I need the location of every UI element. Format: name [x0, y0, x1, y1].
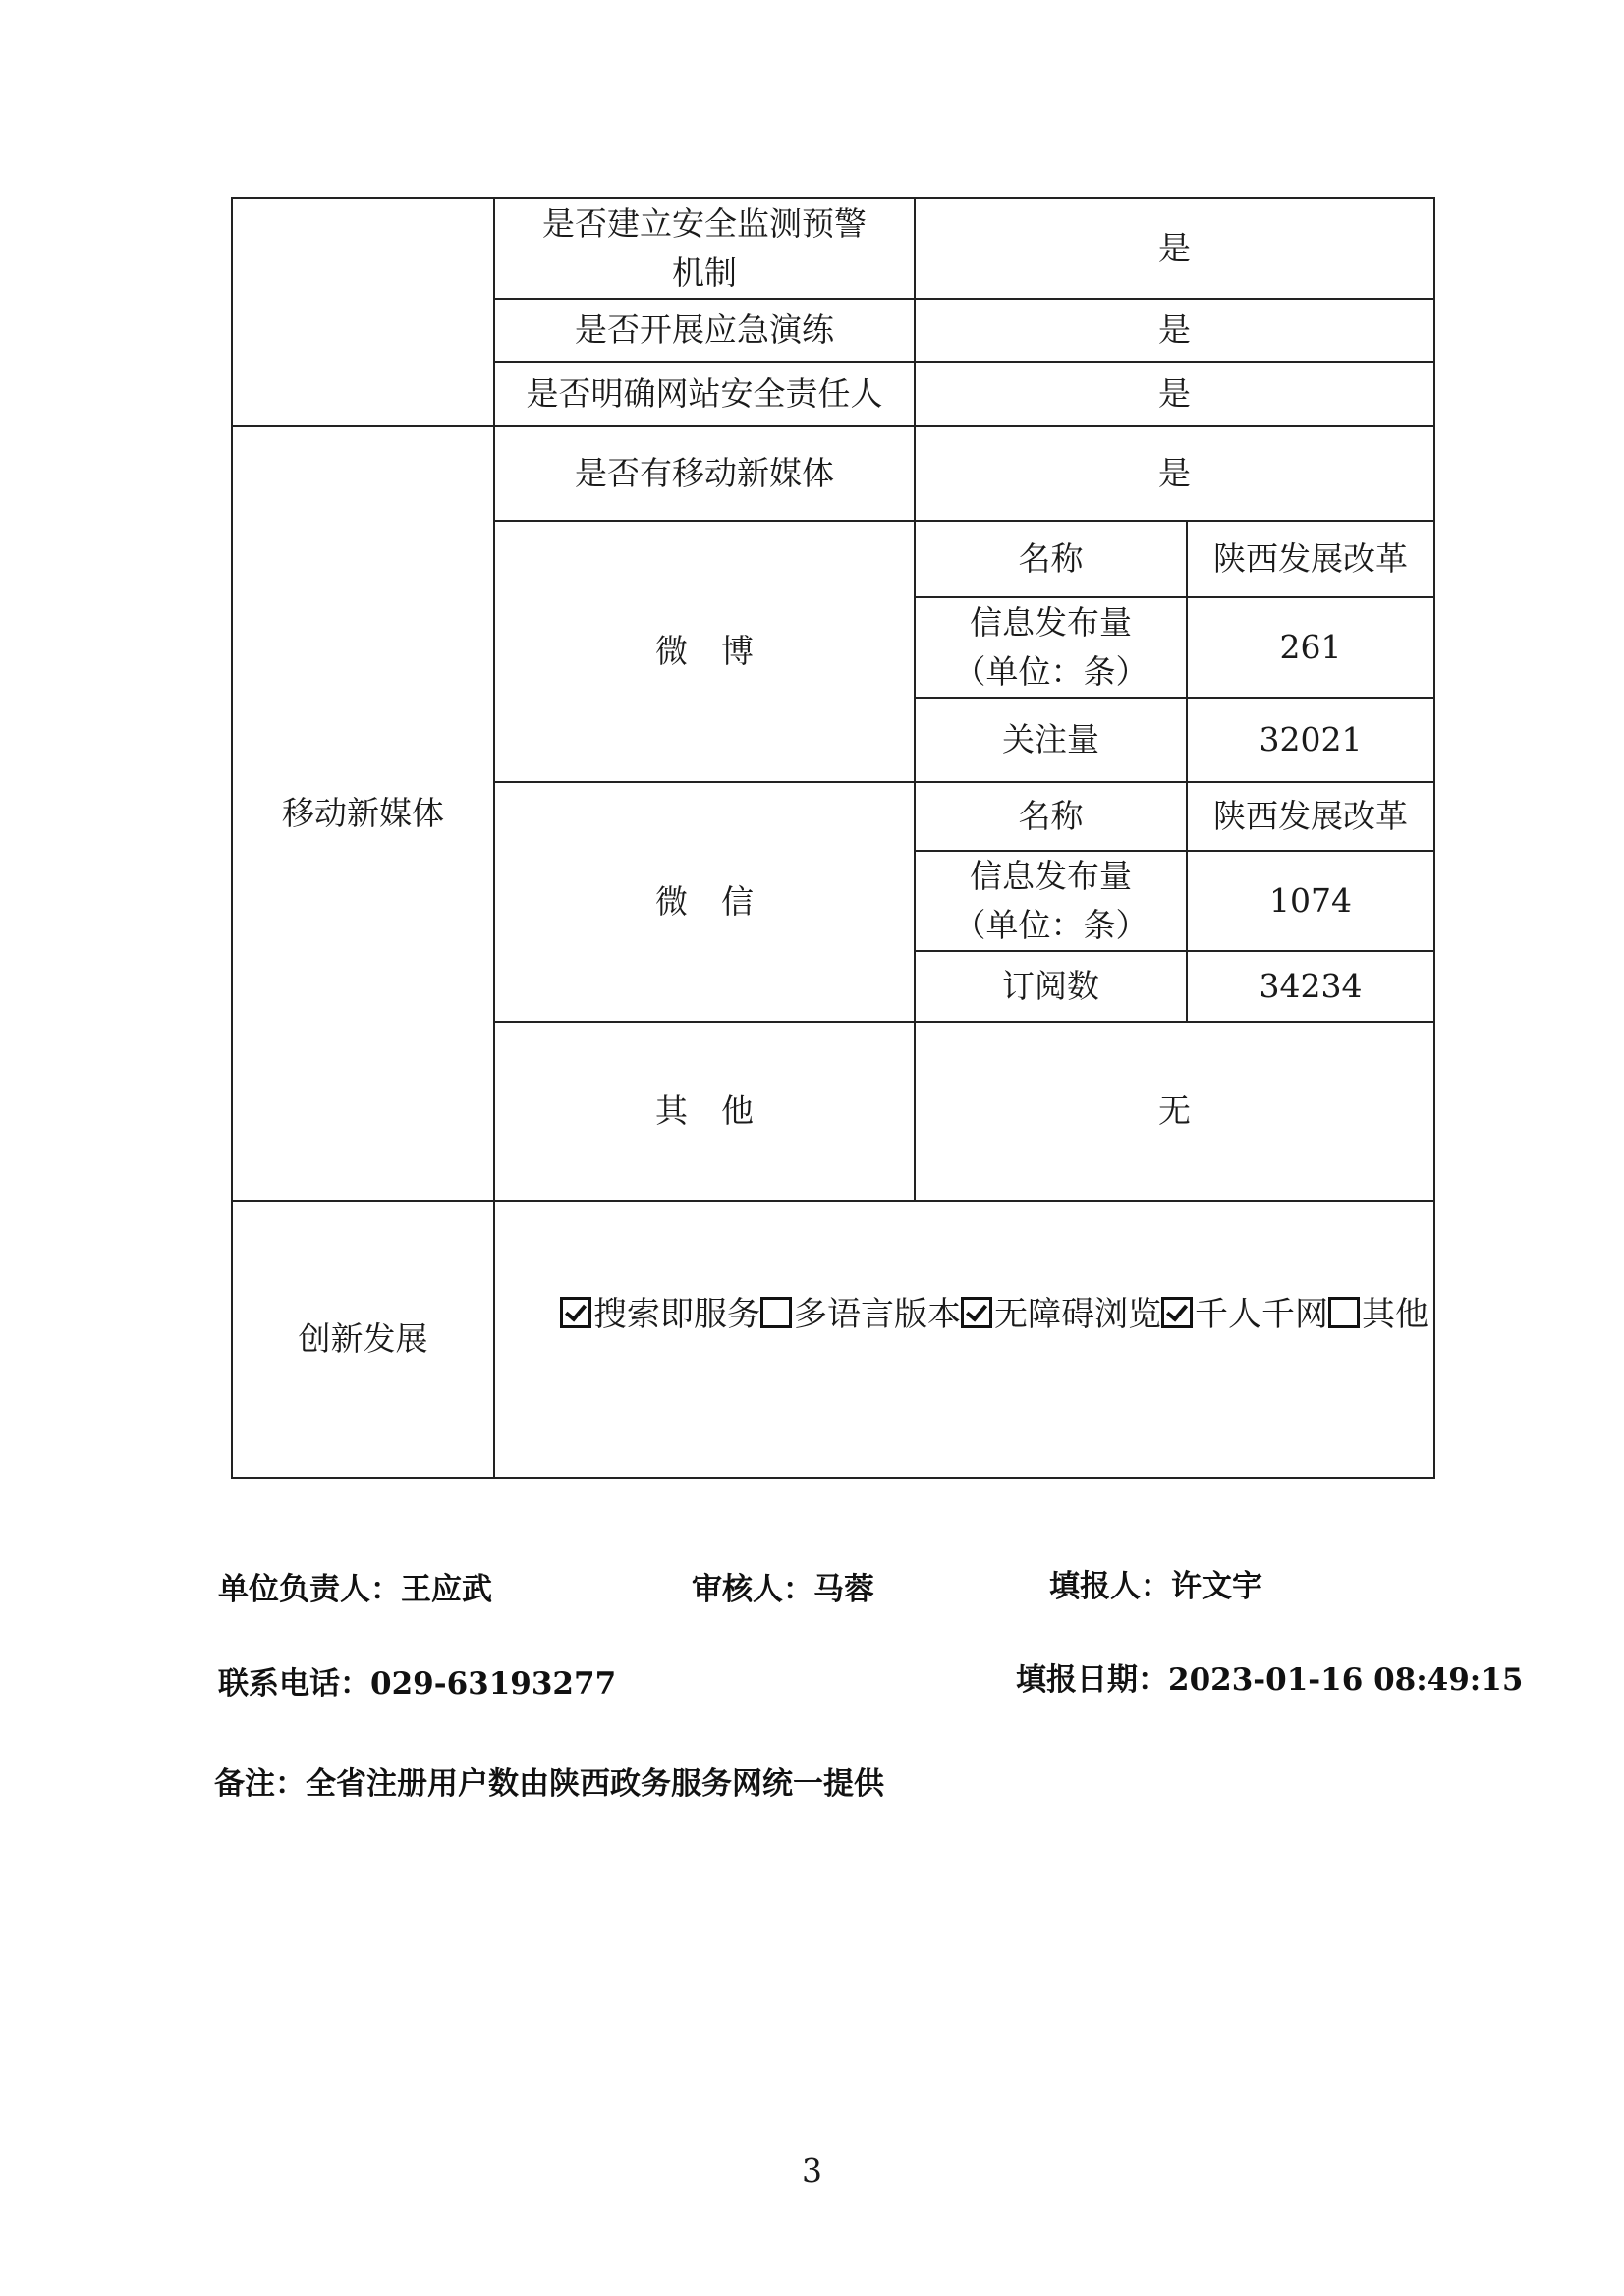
- weibo-followers-value: 32021: [1187, 698, 1434, 782]
- wechat-posts-label-line1: 信息发布量: [970, 857, 1132, 895]
- phone-line: [218, 1664, 616, 1704]
- wechat-name-value: 陕西发展改革: [1187, 782, 1434, 851]
- has-mobile-answer: 是: [915, 426, 1434, 521]
- reviewer-line: [692, 1570, 874, 1609]
- checkbox-checked-icon: [560, 1297, 591, 1328]
- report-table: [231, 197, 1435, 1479]
- weibo-posts-label-line2: （单位：条）: [953, 652, 1148, 691]
- note-line: [214, 1764, 884, 1804]
- security-question-cell: 是否明确网站安全责任人: [494, 362, 915, 426]
- weibo-name-label: 名称: [915, 521, 1187, 597]
- wechat-label: 微信: [494, 782, 915, 1022]
- innovation-option: [760, 1290, 961, 1339]
- innovation-option: [961, 1290, 1161, 1339]
- innovation-option-label: 其他: [1362, 1295, 1428, 1334]
- table-row: [232, 426, 1434, 521]
- date-value: 2023-01-16 08:49:15: [1168, 1662, 1524, 1698]
- innovation-option-label: 千人千网: [1195, 1295, 1328, 1334]
- table-row: [232, 1201, 1434, 1478]
- reviewer-value: 马蓉: [813, 1572, 874, 1607]
- page-number: 3: [802, 2152, 822, 2190]
- wechat-posts-value: 1074: [1187, 851, 1434, 951]
- security-question-line2: 机制: [672, 253, 737, 292]
- filler-value: 许文宇: [1171, 1569, 1262, 1604]
- weibo-posts-label-line1: 信息发布量: [970, 603, 1132, 642]
- table-row: [232, 198, 1434, 299]
- phone-value: 029-63193277: [370, 1666, 617, 1702]
- weibo-name-value: 陕西发展改革: [1187, 521, 1434, 597]
- security-section-cell: [232, 198, 494, 426]
- filler-label: 填报人：: [1049, 1569, 1171, 1604]
- innovation-section-label: 创新发展: [232, 1201, 494, 1478]
- weibo-posts-value: 261: [1187, 597, 1434, 698]
- wechat-posts-label: [915, 851, 1187, 951]
- wechat-posts-label-line2: （单位：条）: [953, 906, 1148, 944]
- security-answer-cell: 是: [915, 299, 1434, 362]
- innovation-option-label: 搜索即服务: [593, 1295, 760, 1334]
- checkbox-empty-icon: [760, 1297, 792, 1328]
- security-answer-cell: 是: [915, 362, 1434, 426]
- checkbox-checked-icon: [961, 1297, 992, 1328]
- innovation-option: [1328, 1290, 1428, 1339]
- note-value: 全省注册用户数由陕西政务服务网统一提供: [306, 1766, 884, 1802]
- other-media-label: 其他: [494, 1022, 915, 1201]
- innovation-option: [560, 1290, 760, 1339]
- checkbox-empty-icon: [1328, 1297, 1360, 1328]
- wechat-subscribers-value: 34234: [1187, 951, 1434, 1022]
- has-mobile-question: 是否有移动新媒体: [494, 426, 915, 521]
- security-answer-cell: 是: [915, 198, 1434, 299]
- security-question-cell: [494, 198, 915, 299]
- unit-head-value: 王应武: [401, 1572, 492, 1607]
- security-question-cell: 是否开展应急演练: [494, 299, 915, 362]
- date-line: [1016, 1660, 1523, 1700]
- weibo-followers-label: 关注量: [915, 698, 1187, 782]
- wechat-subscribers-label: 订阅数: [915, 951, 1187, 1022]
- checkbox-checked-icon: [1161, 1297, 1193, 1328]
- note-label: 备注：: [214, 1766, 306, 1802]
- unit-head-label: 单位负责人：: [218, 1572, 401, 1607]
- filler-line: [1049, 1567, 1262, 1606]
- date-label: 填报日期：: [1016, 1662, 1168, 1698]
- innovation-option-label: 多语言版本: [794, 1295, 961, 1334]
- unit-head-line: [218, 1570, 492, 1609]
- wechat-name-label: 名称: [915, 782, 1187, 851]
- security-question-line1: 是否建立安全监测预警: [542, 204, 867, 243]
- innovation-option: [1161, 1290, 1328, 1339]
- reviewer-label: 审核人：: [692, 1572, 813, 1607]
- weibo-label: 微博: [494, 521, 915, 782]
- weibo-posts-label: [915, 597, 1187, 698]
- phone-label: 联系电话：: [218, 1666, 370, 1702]
- other-media-value: 无: [915, 1022, 1434, 1201]
- innovation-option-label: 无障碍浏览: [994, 1295, 1161, 1334]
- innovation-options-cell: [494, 1201, 1434, 1478]
- mobile-media-section-label: 移动新媒体: [232, 426, 494, 1201]
